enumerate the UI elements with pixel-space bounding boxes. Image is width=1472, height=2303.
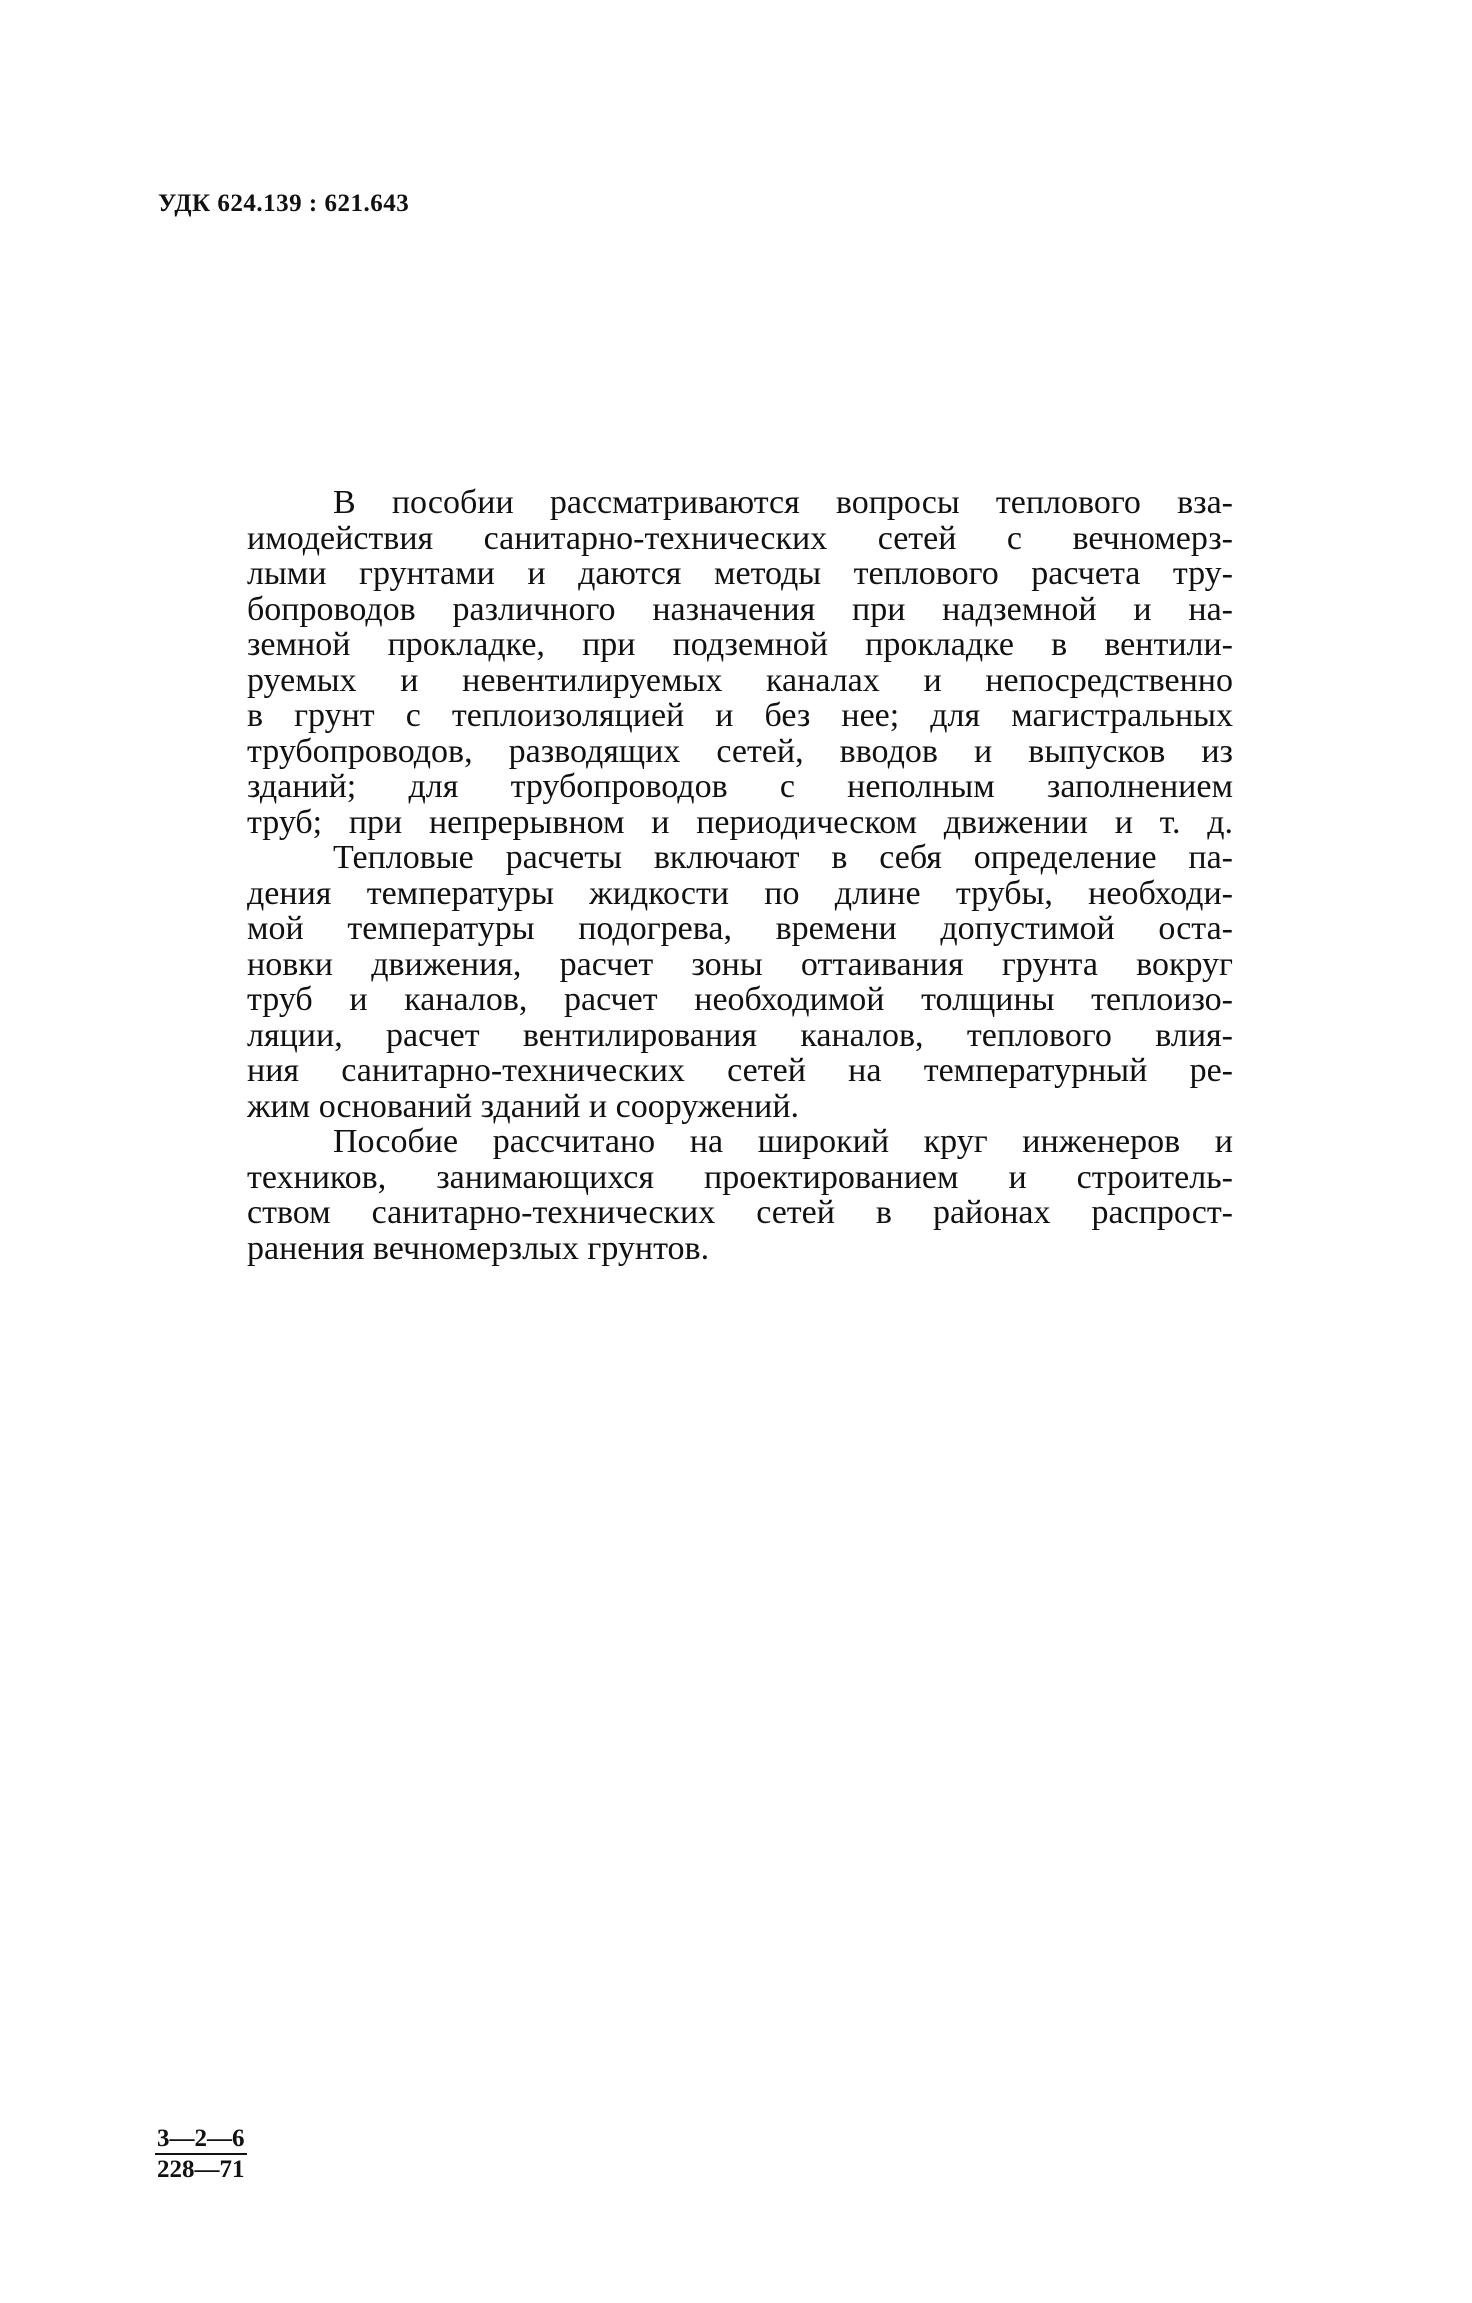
text-line: мой температуры подогрева, времени допустимой оста- <box>247 911 1233 947</box>
text-line: ранения вечномерзлых грунтов. <box>247 1230 710 1266</box>
text-line: зданий; для трубопроводов с неполным заполнением <box>247 769 1233 805</box>
abstract-paragraph-2 <box>247 840 1233 1124</box>
text-line: ляции, расчет вентилирования каналов, теплового влия- <box>247 1017 1233 1053</box>
text-line: ния санитарно-технических сетей на температурный ре- <box>247 1053 1233 1089</box>
text-line: руемых и невентилируемых каналах и непосредственно <box>247 662 1233 698</box>
catalog-code-numerator: 3—2—6 <box>157 2125 245 2152</box>
text-line: труб и каналов, расчет необходимой толщины теплоизо- <box>247 982 1233 1018</box>
text-line: ством санитарно-технических сетей в районах распрост- <box>247 1195 1233 1231</box>
abstract-paragraph-1 <box>247 485 1233 840</box>
abstract-paragraph-3 <box>247 1124 1233 1266</box>
text-line: техников, занимающихся проектированием и строитель- <box>247 1159 1233 1195</box>
abstract-text <box>247 485 1233 1266</box>
text-line: лыми грунтами и даются методы теплового расчета тру- <box>247 556 1233 592</box>
text-line: в грунт с теплоизоляцией и без нее; для магистральных <box>247 698 1233 734</box>
text-line: имодействия санитарно-технических сетей с вечномерз- <box>247 520 1233 556</box>
text-line: новки движения, расчет зоны оттаивания грунта вокруг <box>247 946 1233 982</box>
text-line: Пособие рассчитано на широкий круг инженеров и <box>333 1124 1233 1160</box>
text-line: жим оснований зданий и сооружений. <box>247 1088 800 1124</box>
text-line: труб; при непрерывном и периодическом движении и т. д. <box>247 804 1233 840</box>
text-line: В пособии рассматриваются вопросы теплового вза- <box>333 485 1233 521</box>
catalog-code-denominator: 228—71 <box>155 2153 247 2184</box>
text-line: земной прокладке, при подземной прокладке в вентили- <box>247 627 1233 663</box>
text-line: трубопроводов, разводящих сетей, вводов и выпусков из <box>247 733 1233 769</box>
text-line: дения температуры жидкости по длине трубы, необходи- <box>247 875 1233 911</box>
text-line: бопроводов различного назначения при надземной и на- <box>247 591 1233 627</box>
text-line: Тепловые расчеты включают в себя определение па- <box>333 840 1233 876</box>
catalog-code <box>155 2125 247 2184</box>
udk-classification: УДК 624.139 : 621.643 <box>158 190 410 217</box>
